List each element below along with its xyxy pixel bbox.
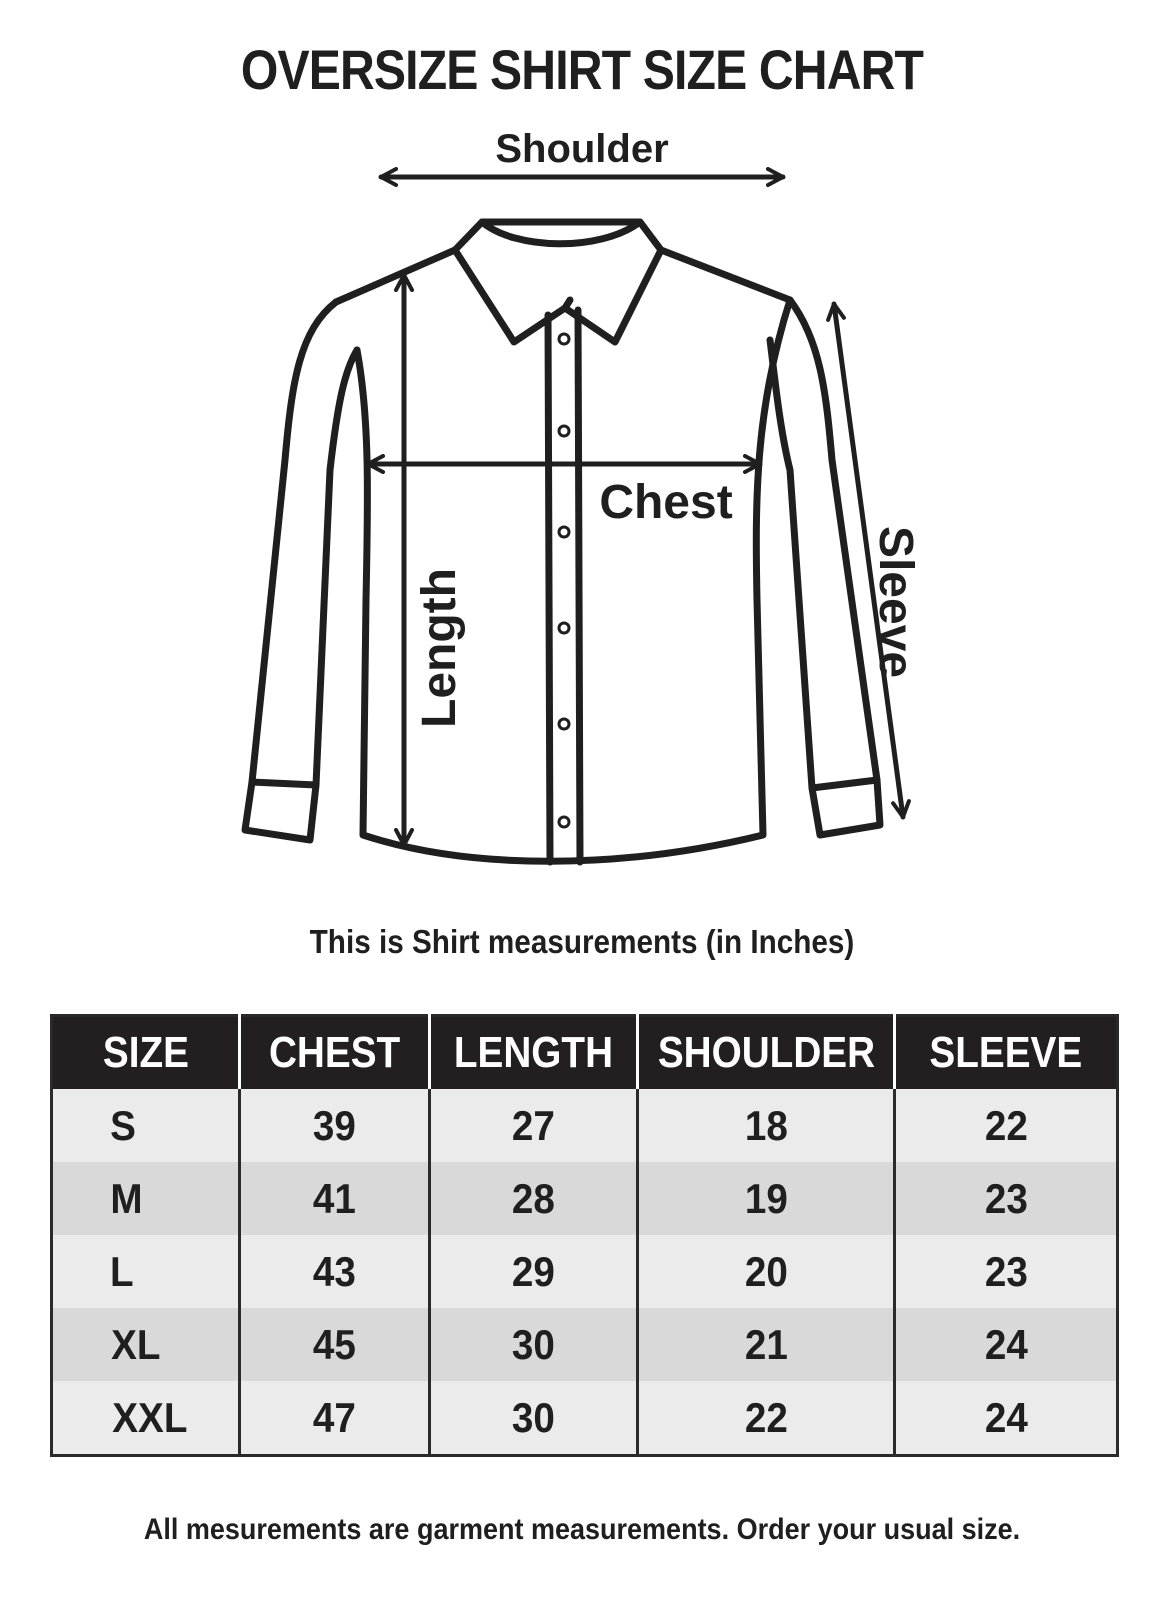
chest-cell: 43 <box>240 1235 430 1308</box>
column-header-chest: CHEST <box>240 1016 430 1090</box>
size-chart-table <box>50 1014 1119 1457</box>
length-cell: 29 <box>430 1235 638 1308</box>
button-column <box>559 334 569 827</box>
sleeve-cell: 23 <box>895 1235 1118 1308</box>
table-row <box>52 1089 1118 1162</box>
shirt-button <box>559 334 569 344</box>
measurement-caption: This is Shirt measurements (in Inches) <box>309 923 855 960</box>
table-header-row <box>52 1016 1118 1090</box>
chest-cell: 41 <box>240 1162 430 1235</box>
length-cell: 28 <box>430 1162 638 1235</box>
shirt-button <box>559 426 569 436</box>
shirt-button <box>559 719 569 729</box>
shirt-button <box>559 817 569 827</box>
chest-cell: 39 <box>240 1089 430 1162</box>
size-cell: S <box>52 1089 240 1162</box>
size-cell: M <box>52 1162 240 1235</box>
sleeve-cell: 24 <box>895 1381 1118 1456</box>
length-cell: 30 <box>430 1381 638 1456</box>
sleeve-cell: 22 <box>895 1089 1118 1162</box>
length-cell: 27 <box>430 1089 638 1162</box>
shoulder-cell: 21 <box>638 1308 895 1381</box>
sleeve-cell: 24 <box>895 1308 1118 1381</box>
shirt-button <box>559 623 569 633</box>
table-row <box>52 1235 1118 1308</box>
sleeve-label: Sleeve <box>869 525 922 679</box>
shoulder-cell: 19 <box>638 1162 895 1235</box>
shirt-button <box>559 527 569 537</box>
column-header-size: SIZE <box>52 1016 240 1090</box>
size-cell: XXL <box>52 1381 240 1456</box>
sleeve-cell: 23 <box>895 1162 1118 1235</box>
chest-cell: 47 <box>240 1381 430 1456</box>
column-header-shoulder: SHOULDER <box>638 1016 895 1090</box>
size-cell: L <box>52 1235 240 1308</box>
size-cell: XL <box>52 1308 240 1381</box>
length-label: Length <box>413 568 466 728</box>
table-row <box>52 1308 1118 1381</box>
shoulder-cell: 22 <box>638 1381 895 1456</box>
table-row <box>52 1162 1118 1235</box>
page-title: OVERSIZE SHIRT SIZE CHART <box>240 38 924 101</box>
shoulder-cell: 20 <box>638 1235 895 1308</box>
shirt-outline <box>245 222 880 862</box>
footer-note: All mesurements are garment measurements. Order your usual size. <box>143 1513 1021 1546</box>
shoulder-label: Shoulder <box>495 127 669 171</box>
column-header-length: LENGTH <box>430 1016 638 1090</box>
chest-cell: 45 <box>240 1308 430 1381</box>
column-header-sleeve: SLEEVE <box>895 1016 1118 1090</box>
length-cell: 30 <box>430 1308 638 1381</box>
table-row <box>52 1381 1118 1456</box>
chest-label: Chest <box>599 476 733 529</box>
shoulder-cell: 18 <box>638 1089 895 1162</box>
